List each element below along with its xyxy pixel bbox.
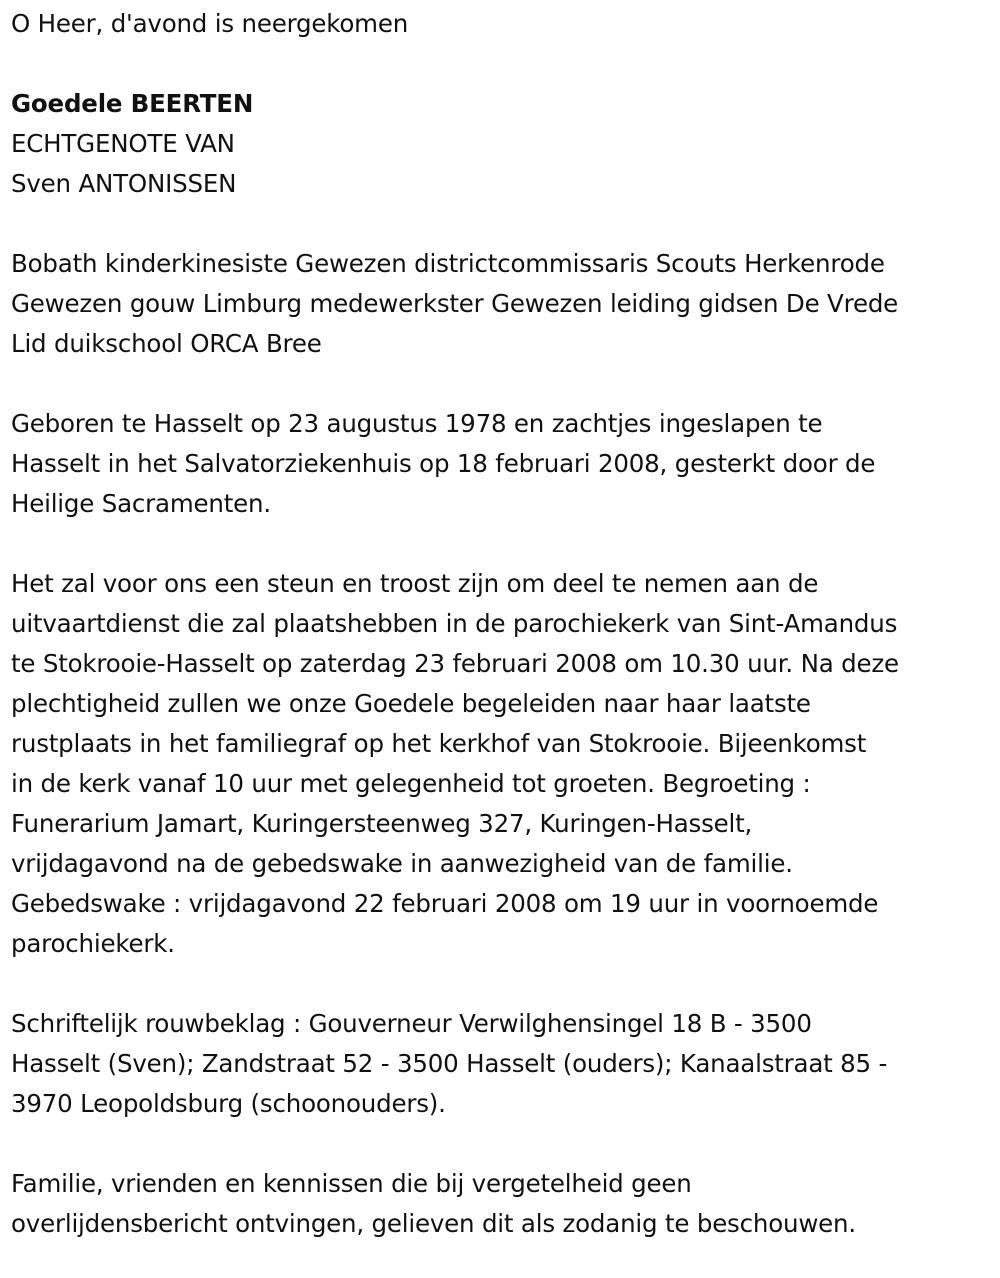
spacer — [11, 204, 996, 244]
text-line: parochiekerk. — [11, 929, 175, 958]
funeral-paragraph — [11, 564, 996, 964]
text-line: plechtigheid zullen we onze Goedele begeleiden naar haar laatste — [11, 689, 811, 718]
text-line: 3970 Leopoldsburg (schoonouders). — [11, 1089, 446, 1118]
text-line: rustplaats in het familiegraf op het kerkhof van Stokrooie. Bijeenkomst — [11, 729, 867, 758]
occupations-paragraph — [11, 244, 996, 364]
text-line: Gebedswake : vrijdagavond 22 februari 2008 om 19 uur in voornoemde — [11, 889, 879, 918]
text-line: Gewezen gouw Limburg medewerkster Gewezen leiding gidsen De Vrede — [11, 289, 899, 318]
birth-death-paragraph — [11, 404, 996, 524]
text-line: Hasselt (Sven); Zandstraat 52 - 3500 Hasselt (ouders); Kanaalstraat 85 - — [11, 1049, 888, 1078]
condolences-paragraph — [11, 1004, 996, 1124]
text-line: uitvaartdienst die zal plaatshebben in de parochiekerk van Sint-Amandus — [11, 609, 898, 638]
text-line: Familie, vrienden en kennissen die bij vergetelheid geen — [11, 1169, 692, 1198]
text-line: Heilige Sacramenten. — [11, 489, 271, 518]
opening-line: O Heer, d'avond is neergekomen — [11, 9, 409, 38]
spacer — [11, 964, 996, 1004]
spacer — [11, 524, 996, 564]
text-line: Schriftelijk rouwbeklag : Gouverneur Verwilghensingel 18 B - 3500 — [11, 1009, 812, 1038]
text-line: te Stokrooie-Hasselt op zaterdag 23 februari 2008 om 10.30 uur. Na deze — [11, 649, 899, 678]
text-line: overlijdensbericht ontvingen, gelieven dit als zodanig te beschouwen. — [11, 1209, 856, 1238]
text-line: vrijdagavond na de gebedswake in aanwezigheid van de familie. — [11, 849, 793, 878]
relation-label: ECHTGENOTE VAN — [11, 129, 235, 158]
text-line: Lid duikschool ORCA Bree — [11, 329, 322, 358]
text-line: Het zal voor ons een steun en troost zijn om deel te nemen aan de — [11, 569, 819, 598]
spouse-name: Sven ANTONISSEN — [11, 169, 237, 198]
closing-paragraph — [11, 1164, 996, 1244]
spacer — [11, 1124, 996, 1164]
spacer — [11, 44, 996, 84]
text-line: Geboren te Hasselt op 23 augustus 1978 en zachtjes ingeslapen te — [11, 409, 823, 438]
deceased-name: Goedele BEERTEN — [11, 89, 254, 118]
text-line: Hasselt in het Salvatorziekenhuis op 18 februari 2008, gesterkt door de — [11, 449, 876, 478]
text-line: Bobath kinderkinesiste Gewezen districtcommissaris Scouts Herkenrode — [11, 249, 885, 278]
spacer — [11, 364, 996, 404]
obituary-document — [11, 4, 996, 1244]
text-line: in de kerk vanaf 10 uur met gelegenheid tot groeten. Begroeting : — [11, 769, 811, 798]
text-line: Funerarium Jamart, Kuringersteenweg 327, Kuringen-Hasselt, — [11, 809, 753, 838]
